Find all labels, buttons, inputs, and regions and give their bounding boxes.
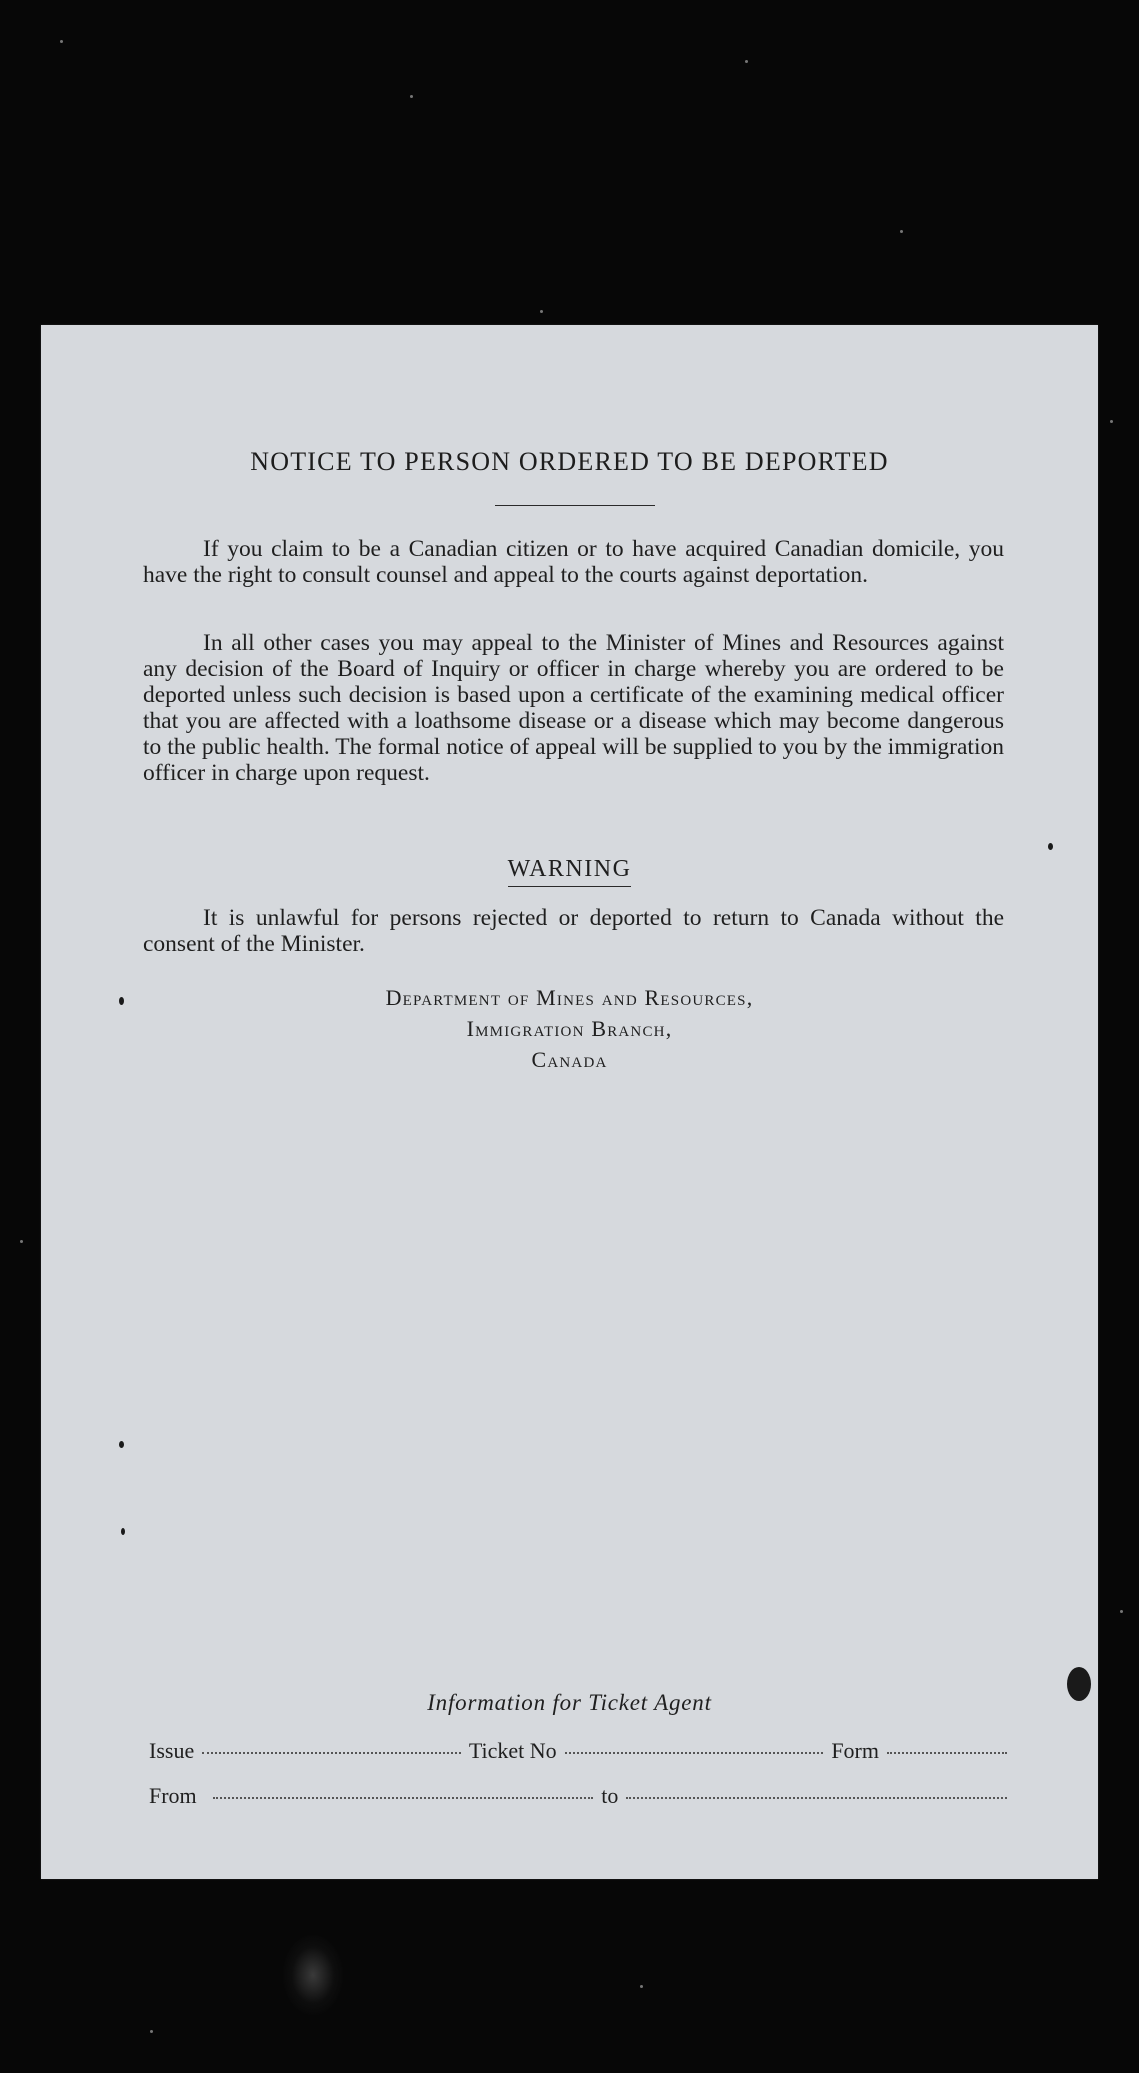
ticket-issue-row [149, 1738, 1007, 1764]
warning-heading-text: WARNING [508, 856, 632, 887]
dust-speck [640, 1985, 643, 1988]
dust-speck [745, 60, 748, 63]
dust-speck [410, 95, 413, 98]
country-name: Canada [531, 1047, 608, 1072]
form-blank-line [887, 1752, 1007, 1754]
dust-speck [1110, 420, 1113, 423]
warning-paragraph: It is unlawful for persons rejected or deported to return to Canada without the consent of the Minister. [143, 905, 1004, 957]
from-label: From [149, 1783, 197, 1808]
deportation-notice-page [41, 325, 1098, 1879]
to-label: to [601, 1783, 619, 1808]
issue-label: Issue [149, 1738, 195, 1763]
warning-heading [41, 856, 1098, 887]
dust-speck [540, 310, 543, 313]
paper-blemish [121, 1528, 125, 1535]
dust-speck [150, 2030, 153, 2033]
dust-speck [900, 230, 903, 233]
title-underline [495, 505, 655, 506]
ticket-route-row [149, 1783, 1007, 1809]
ticket-no-label: Ticket No [468, 1738, 557, 1763]
notice-title: NOTICE TO PERSON ORDERED TO BE DEPORTED [250, 447, 889, 476]
from-blank-line [213, 1797, 594, 1799]
form-label: Form [831, 1738, 879, 1763]
department-name: Department of Mines and Resources, [385, 985, 754, 1010]
ticket-agent-heading: Information for Ticket Agent [427, 1690, 712, 1715]
paper-blemish [1048, 843, 1053, 850]
ticket-no-blank-line [565, 1752, 824, 1754]
scanner-glare [283, 1935, 343, 2015]
dust-speck [1120, 1610, 1123, 1613]
dust-speck [20, 1240, 23, 1243]
citizen-appeal-paragraph: If you claim to be a Canadian citizen or to have acquired Canadian domicile, you have the right to consult counsel and appeal to the courts against deportation. [143, 536, 1004, 588]
to-blank-line [626, 1797, 1007, 1799]
branch-name: Immigration Branch, [466, 1016, 673, 1041]
dust-speck [60, 40, 63, 43]
paper-blemish [119, 1441, 124, 1448]
issue-blank-line [202, 1752, 461, 1754]
minister-appeal-paragraph: In all other cases you may appeal to the Minister of Mines and Resources against any decision of the Board of Inquiry or officer in charge whereby you are ordered to be deported unless such decision is based upon a certificate of the examining medical officer that you are affected with a loathsome disease or a disease which may become dangerous to the public health. The formal notice of appeal will be supplied to you by the immigration officer in charge upon request. [143, 630, 1004, 786]
